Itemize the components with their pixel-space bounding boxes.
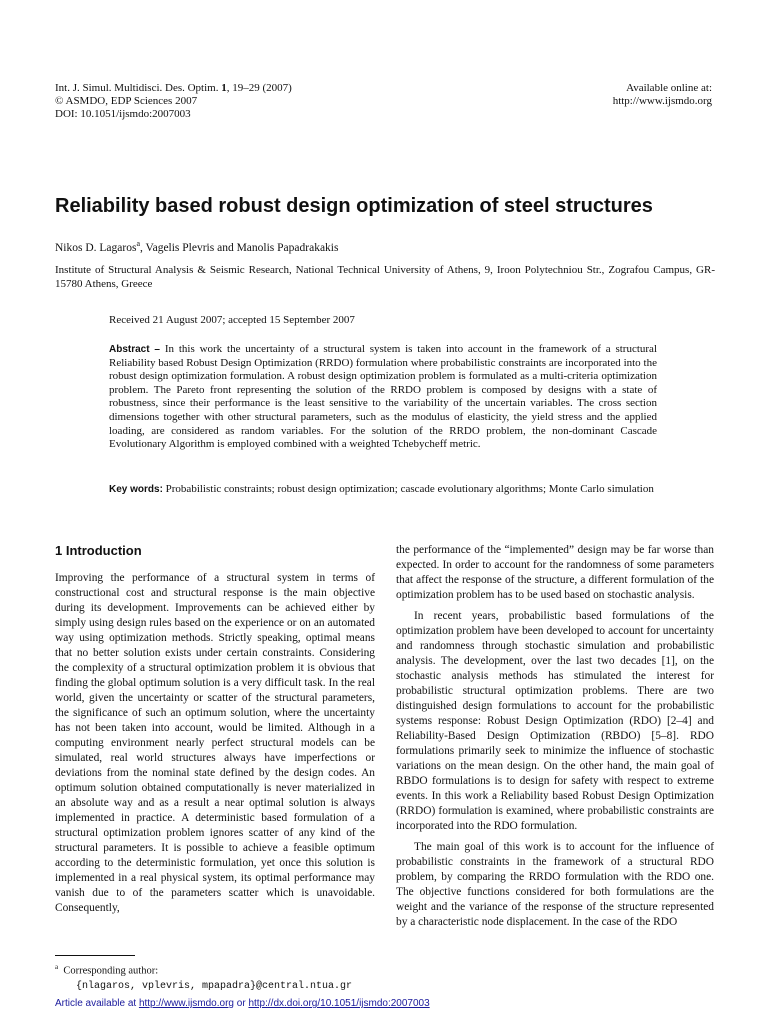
intro-paragraph-2: In recent years, probabilistic based formulations of the optimization problem have been developed to account for uncertainty and randomness through stochastic simulation and probabilistic analysis. The development, over the last two decades [1], on the stochastic analysis methods has stimulated the interest for probabilistic structural optimization problems. There are two distinguished design formulations to account for the probabilistic systems response: Robust Design Optimization (RDO) [2–4] and Reliability-Based Design Optimization (RBDO) [5–8]. RDO formulations primarily seek to minimize the influence of stochastic variations on the mean design. On the other hand, the main goal of RBDO formulations is to design for safety with respect to extreme events. In this work a Reliability based Robust Design Optimization (RRDO) formulation is examined, where probabilistic constraints are incorporated into the RDO formulation. <box>396 610 714 832</box>
received-dates: Received 21 August 2007; accepted 15 September 2007 <box>109 314 355 326</box>
footnote-mark: a <box>55 963 59 971</box>
footnote-emails: {nlagaros, vplevris, mpapadra}@central.ntua.gr <box>76 980 353 992</box>
footnote-rule <box>55 955 135 956</box>
affiliation: Institute of Structural Analysis & Seismic Research, National Technical University of Athens, 9, Iroon Polytechniou Str., Zografou Campus, GR-15780 Athens, Greece <box>55 264 715 290</box>
other-authors: , Vagelis Plevris and Manolis Papadrakakis <box>140 241 339 254</box>
journal-pages: , 19–29 (2007) <box>226 82 292 94</box>
first-author: Nikos D. Lagaros <box>55 241 137 254</box>
journal-citation <box>55 82 292 95</box>
footnote <box>55 960 352 994</box>
right-column <box>396 543 714 930</box>
section-heading-introduction: 1 Introduction <box>55 543 142 558</box>
journal-header <box>55 82 292 121</box>
copyright-line: © ASMDO, EDP Sciences 2007 <box>55 95 198 107</box>
journal-volume: 1 <box>221 82 227 94</box>
journal-url[interactable]: http://www.ijsmdo.org <box>612 95 712 107</box>
footer-link-journal[interactable]: http://www.ijsmdo.org <box>138 998 234 1009</box>
intro-paragraph-continued: the performance of the “implemented” design may be far worse than expected. In order to account for the randomness of some parameters that affect the response of the structure, a different formulation of the optimization problem has to be used based on stochastic analysis. <box>396 544 714 601</box>
footnote-label: Corresponding author: <box>63 965 159 977</box>
keywords <box>109 483 657 497</box>
footer-prefix: Article available at <box>55 998 139 1009</box>
keywords-text: Probabilistic constraints; robust design optimization; cascade evolutionary algorithms; Monte Carlo simulation <box>162 483 654 495</box>
left-column <box>55 571 375 916</box>
footer-or: or <box>233 998 249 1009</box>
paper-title: Reliability based robust design optimization of steel structures <box>55 195 653 217</box>
footer-link-doi[interactable]: http://dx.doi.org/10.1051/ijsmdo:2007003 <box>248 998 430 1009</box>
author-list <box>55 237 338 255</box>
article-availability-footer <box>55 998 430 1009</box>
abstract-text: In this work the uncertainty of a structural system is taken into account in the framework of a structural Reliability based Robust Design Optimization (RRDO) formulation where probabilistic constraints are incorporated into the robust design optimization formulation. A robust design optimization problem is formulated as a multi-criteria optimization problem. The Pareto front representing the solution of the RRDO problem is composed by designs with a state of robustness, since their performance is the least sensitive to the variability of the uncertain variables. The cross section dimensions together with other structural parameters, such as the modulus of elasticity, the yield stress and the applied loading, are considered as random variables. For the solution of the RRDO problem, the non-dominant Cascade Evolutionary Algorithm is employed combined with a weighted Tchebycheff metric. <box>109 343 658 451</box>
available-label: Available online at: <box>626 82 712 94</box>
author-footnote-mark: a <box>136 239 141 248</box>
availability-header <box>613 82 712 108</box>
keywords-label: Key words: <box>109 484 163 495</box>
abstract-label: Abstract – <box>109 344 160 355</box>
intro-paragraph-1: Improving the performance of a structural system in terms of constructional cost and structural response is the main objective during its development. Improvements can be achieved either by simply using design rules based on the experience or on an automated way using optimization methods. Strictly speaking, optimal means that no better solution exists under certain constraints. Considering the complexity of a structural optimization problem it is obvious that finding the global optimum solution is a very difficult task. In the real world, given the uncertainty or scatter of the structural parameters, the significance of such an optimum solution, where the uncertainty has not been taken into account, would be limited. Although in a computing environment nearly perfect structural models can be simulated, real world structures always have imperfections or deviations from the nominal state defined by the design codes. An optimum solution obtained computationally is never materialized in an absolute way and as a result a near optimal solution is always implemented in practice. A deterministic based formulation of a structural optimization problem ignores scatter of any kind of the structural parameters. It is possible to achieve a feasible optimum according to the deterministic formulation, yet once this solution is implemented in a real physical system, its optimal performance may vanish due to of the parameters scatter which is unavoidable. Consequently, <box>55 572 375 914</box>
journal-name: Int. J. Simul. Multidisci. Des. Optim. <box>55 82 222 94</box>
abstract <box>109 343 657 452</box>
intro-paragraph-3: The main goal of this work is to account for the influence of probabilistic constraints in the framework of a structural RDO problem, by comparing the RRDO formulation with the RDO one. The objective functions considered for both formulations are the weight and the variance of the response of the structure represented by a characteristic node displacement. In the case of the RDO <box>396 841 714 928</box>
doi-line: DOI: 10.1051/ijsmdo:2007003 <box>55 108 191 120</box>
